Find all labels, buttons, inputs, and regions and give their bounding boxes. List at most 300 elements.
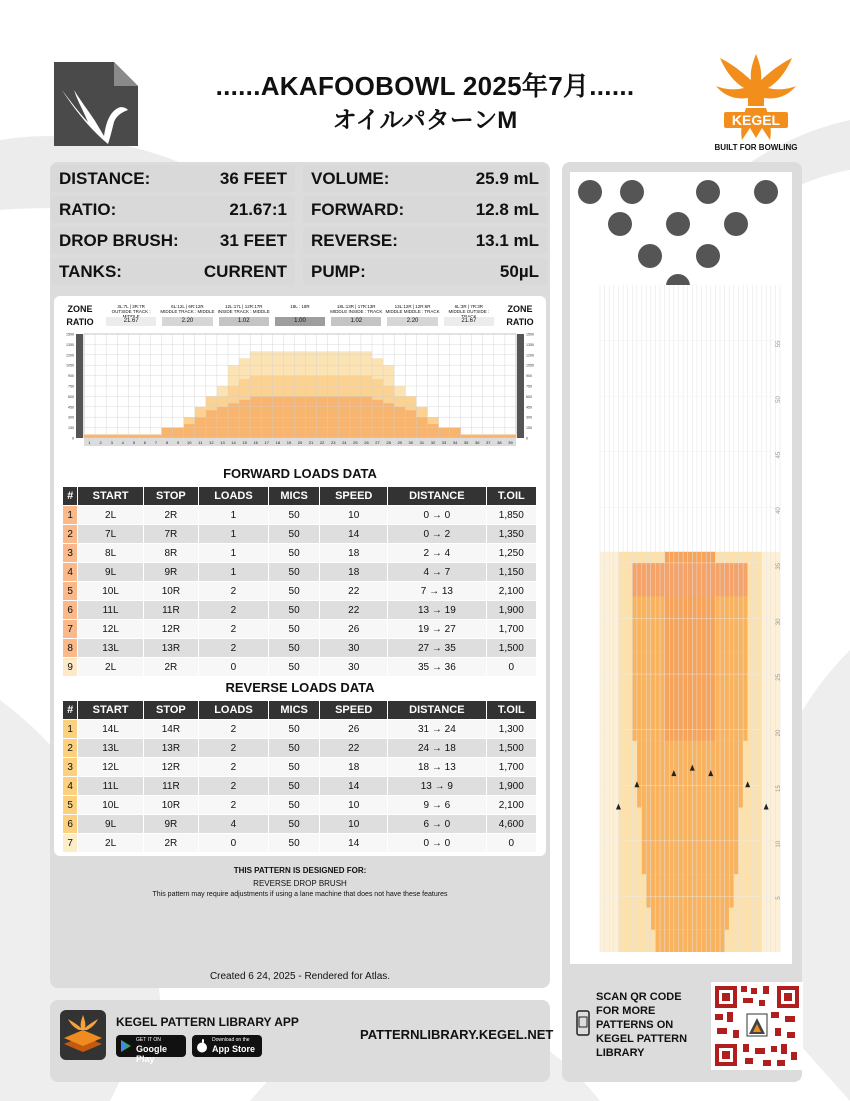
- table-cell: 7L: [78, 525, 143, 544]
- x-tick-label: 16: [253, 440, 258, 445]
- table-cell: 22: [320, 601, 388, 620]
- table-cell: 50: [268, 525, 319, 544]
- x-tick-label: 23: [331, 440, 336, 445]
- table-cell: 18: [320, 544, 388, 563]
- oil-bar-core: [184, 424, 195, 438]
- google-play-button[interactable]: [116, 1035, 186, 1064]
- y-tick-label: 450: [68, 405, 74, 410]
- x-tick-label: 38: [497, 440, 502, 445]
- table-cell: 3: [63, 758, 78, 777]
- oil-bar-core: [461, 435, 472, 438]
- table-cell: 9L: [78, 815, 143, 834]
- table-cell: 10: [320, 815, 388, 834]
- table-cell: 18: [320, 563, 388, 582]
- x-tick-label: 14: [231, 440, 236, 445]
- table-cell: 14R: [143, 720, 198, 739]
- zone-label-right: ZONE: [507, 304, 533, 314]
- pin: [696, 180, 720, 204]
- table-cell: 13L: [78, 639, 143, 658]
- designed-for-note: [54, 866, 546, 898]
- x-tick-label: 29: [397, 440, 402, 445]
- x-tick-label: 9: [177, 440, 180, 445]
- table-cell: 2 → 4: [388, 544, 486, 563]
- ratio-label-right: RATIO: [506, 317, 534, 327]
- oil-core-section: [646, 874, 734, 907]
- table-cell: 18: [320, 758, 388, 777]
- table-cell: 10L: [78, 796, 143, 815]
- table-cell: 8: [63, 639, 78, 658]
- y-tick-label-right: 750: [526, 384, 532, 389]
- x-tick-label: 39: [508, 440, 513, 445]
- zone-boards: 12L:17L | 12R:17R: [224, 304, 263, 309]
- pin: [724, 212, 748, 236]
- table-cell: 2: [199, 639, 269, 658]
- stat-tanks: TANKS: CURRENT: [51, 258, 295, 285]
- table-cell: 5: [63, 582, 78, 601]
- table-cell: 6: [63, 601, 78, 620]
- created-date: Created 6 24, 2025 - Rendered for Atlas.: [209, 971, 391, 982]
- zone-description: MIDDLE OUTSIDE :: [448, 309, 490, 314]
- oil-bar-core: [217, 407, 228, 438]
- oil-bar-core: [95, 435, 106, 438]
- zone-cell: [160, 302, 214, 328]
- table-cell: 9R: [143, 563, 198, 582]
- table-row: [63, 601, 537, 620]
- oil-core-section: [651, 908, 729, 930]
- table-cell: 1,700: [486, 758, 536, 777]
- table-cell: 2: [199, 582, 269, 601]
- table-cell: 9R: [143, 815, 198, 834]
- y-tick-label: 1050: [66, 363, 74, 368]
- x-tick-label: 11: [198, 440, 203, 445]
- table-cell: 13L: [78, 739, 143, 758]
- x-tick-label: 25: [353, 440, 358, 445]
- zone-boards: 18L : 18R: [290, 304, 310, 309]
- table-cell: 0 → 0: [388, 506, 486, 525]
- table-cell: 50: [268, 563, 319, 582]
- pattern-library-url[interactable]: PATTERNLIBRARY.KEGEL.NET: [360, 1027, 554, 1042]
- oil-bar-core: [128, 435, 139, 438]
- table-cell: 1,150: [486, 563, 536, 582]
- y-tick-label-right: 1500: [526, 332, 534, 337]
- pin: [666, 212, 690, 236]
- y-tick-label: 300: [68, 415, 74, 420]
- x-tick-label: 1: [88, 440, 91, 445]
- lane-distance-mark: 50: [776, 396, 782, 403]
- table-cell: 30: [320, 658, 388, 677]
- table-cell: 10: [320, 506, 388, 525]
- y-tick-label: 1200: [66, 353, 74, 358]
- table-cell: 1,700: [486, 620, 536, 639]
- oil-bar-core: [162, 428, 173, 438]
- zone-ratio-value: 1.00: [275, 317, 325, 326]
- stat-volume: VOLUME: 25.9 mL: [303, 165, 547, 192]
- column-header: SPEED: [320, 701, 388, 720]
- kegel-logo: [706, 50, 806, 160]
- table-row: [63, 582, 537, 601]
- oil-bar-core: [228, 403, 239, 438]
- table-row: [63, 658, 537, 677]
- column-header: STOP: [143, 701, 198, 720]
- forward-loads-title: FORWARD LOADS DATA: [223, 466, 377, 481]
- table-cell: 11R: [143, 777, 198, 796]
- table-cell: 14: [320, 525, 388, 544]
- column-header: #: [63, 701, 78, 720]
- oil-bar-core: [372, 400, 383, 438]
- ratio-label-left: RATIO: [66, 317, 94, 327]
- apple-icon: [196, 1039, 208, 1053]
- kegel-tagline: BUILT FOR BOWLING: [714, 143, 798, 152]
- y-tick-label: 1350: [66, 342, 74, 347]
- table-cell: 50: [268, 834, 319, 853]
- stat-forward: FORWARD: 12.8 mL: [303, 196, 547, 223]
- y-tick-label-right: 1050: [526, 363, 534, 368]
- table-cell: 50: [268, 658, 319, 677]
- x-tick-label: 33: [441, 440, 447, 445]
- table-cell: 0 → 2: [388, 525, 486, 544]
- lane-distance-mark: 15: [776, 785, 782, 792]
- table-cell: 35 → 36: [388, 658, 486, 677]
- table-cell: 50: [268, 758, 319, 777]
- phone-icon: [576, 1010, 590, 1036]
- oil-bar-core: [239, 400, 250, 438]
- table-cell: 2: [199, 601, 269, 620]
- table-cell: 2,100: [486, 582, 536, 601]
- oil-bar-core: [483, 435, 494, 438]
- table-cell: 0: [199, 658, 269, 677]
- table-cell: 50: [268, 720, 319, 739]
- oil-bar-core: [139, 435, 150, 438]
- column-header: LOADS: [199, 487, 269, 506]
- y-tick-label-right: 150: [526, 426, 532, 431]
- table-cell: 1: [199, 506, 269, 525]
- table-cell: 10: [320, 796, 388, 815]
- qr-code[interactable]: [711, 982, 803, 1070]
- x-tick-label: 12: [209, 440, 214, 445]
- reverse-loads-table: [62, 700, 537, 853]
- app-store-label: App Store: [212, 1044, 256, 1054]
- app-icon[interactable]: [60, 1010, 106, 1060]
- column-header: STOP: [143, 487, 198, 506]
- app-store-button[interactable]: [192, 1035, 262, 1057]
- table-cell: 4: [63, 777, 78, 796]
- zone-ratio-value: 1.02: [219, 317, 269, 326]
- table-cell: 2: [63, 739, 78, 758]
- table-cell: 2R: [143, 506, 198, 525]
- table-cell: 12L: [78, 758, 143, 777]
- zone-boards: 3L:7L | 3R:7R: [117, 304, 145, 309]
- lane-distance-mark: 40: [776, 507, 782, 515]
- stat-pump: PUMP: 50µL: [303, 258, 547, 285]
- google-play-label: Google Play: [136, 1044, 167, 1064]
- x-tick-label: 28: [386, 440, 391, 445]
- x-tick-label: 30: [408, 440, 413, 445]
- x-tick-label: 34: [452, 440, 458, 445]
- qr-instructions: SCAN QR CODE FOR MORE PATTERNS ON KEGEL PATTERN LIBRARY: [596, 991, 688, 1059]
- table-row: [63, 834, 537, 853]
- x-tick-label: 31: [419, 440, 425, 445]
- y-tick-label: 900: [68, 374, 74, 379]
- table-cell: 1,900: [486, 601, 536, 620]
- table-cell: 6: [63, 815, 78, 834]
- table-cell: 50: [268, 815, 319, 834]
- table-cell: 4: [63, 563, 78, 582]
- column-header: START: [78, 701, 143, 720]
- x-tick-label: 10: [187, 440, 192, 445]
- table-row: [63, 506, 537, 525]
- google-play-small: GET IT ON: [136, 1037, 161, 1043]
- table-cell: 13R: [143, 639, 198, 658]
- column-header: T.OIL: [486, 701, 536, 720]
- table-cell: 10L: [78, 582, 143, 601]
- x-tick-label: 7: [154, 440, 158, 445]
- x-tick-label: 17: [264, 440, 269, 445]
- table-cell: 9 → 6: [388, 796, 486, 815]
- zone-ratio-value: 1.02: [331, 317, 381, 326]
- oil-bar-core: [427, 424, 438, 438]
- pin: [578, 180, 602, 204]
- table-cell: 3: [63, 544, 78, 563]
- table-row: [63, 620, 537, 639]
- stat-distance: DISTANCE: 36 FEET: [51, 165, 295, 192]
- zone-description: MIDDLE INSIDE : TRACK: [330, 309, 383, 314]
- table-cell: 13 → 19: [388, 601, 486, 620]
- table-cell: 26: [320, 720, 388, 739]
- table-cell: 1: [199, 563, 269, 582]
- pin: [608, 212, 632, 236]
- y-tick-label-right: 1350: [526, 342, 534, 347]
- table-cell: 2: [63, 525, 78, 544]
- y-tick-label: 0: [72, 436, 74, 441]
- designed-disclaimer: This pattern may require adjustments if using a lane machine that does not have these features: [152, 891, 448, 898]
- table-cell: 10R: [143, 796, 198, 815]
- table-cell: 2: [199, 720, 269, 739]
- lane-distance-mark: 35: [776, 562, 782, 570]
- oil-bar-core: [494, 435, 505, 438]
- pin: [696, 244, 720, 268]
- table-cell: 50: [268, 739, 319, 758]
- table-cell: 50: [268, 777, 319, 796]
- zone-ratio-bar: [54, 302, 546, 328]
- x-tick-label: 22: [319, 440, 325, 445]
- designed-heading: THIS PATTERN IS DESIGNED FOR:: [233, 866, 367, 875]
- y-tick-label-right: 300: [526, 415, 532, 420]
- oil-bar-core: [394, 407, 405, 438]
- zone-boards: 18L:13R | 17R:13R: [337, 304, 376, 309]
- table-cell: 19 → 27: [388, 620, 486, 639]
- app-store-small: Download on the: [212, 1037, 250, 1043]
- y-tick-label-right: 450: [526, 405, 532, 410]
- pin: [638, 244, 662, 268]
- table-cell: 7: [63, 834, 78, 853]
- lane-diagram: [570, 172, 792, 964]
- zone-description: MIDDLE MIDDLE : TRACK: [385, 309, 440, 314]
- zone-cell: [217, 302, 271, 328]
- x-tick-label: 20: [297, 440, 303, 445]
- pin: [620, 180, 644, 204]
- zone-ratio-value: 2.20: [387, 317, 437, 326]
- column-header: DISTANCE: [388, 487, 486, 506]
- zone-cell: [273, 302, 327, 328]
- table-cell: 1: [199, 544, 269, 563]
- x-tick-label: 5: [132, 440, 135, 445]
- table-cell: 1,900: [486, 777, 536, 796]
- table-cell: 30: [320, 639, 388, 658]
- table-cell: 8R: [143, 544, 198, 563]
- column-header: START: [78, 487, 143, 506]
- table-cell: 50: [268, 639, 319, 658]
- table-cell: 11R: [143, 601, 198, 620]
- table-row: [63, 544, 537, 563]
- table-cell: 50: [268, 620, 319, 639]
- column-header: MICS: [268, 487, 319, 506]
- table-cell: 2R: [143, 834, 198, 853]
- zone-ratio-value: 21.67: [106, 317, 156, 326]
- y-tick-label-right: 1200: [526, 353, 534, 358]
- lane-distance-mark: 25: [776, 674, 782, 681]
- oil-bar-core: [84, 435, 95, 438]
- x-tick-label: 37: [486, 440, 491, 445]
- table-cell: 1: [63, 506, 78, 525]
- stat-drop-brush: DROP BRUSH: 31 FEET: [51, 227, 295, 254]
- designed-feature: REVERSE DROP BRUSH: [253, 879, 347, 888]
- table-cell: 6 → 0: [388, 815, 486, 834]
- table-cell: 2: [199, 758, 269, 777]
- table-cell: 1,500: [486, 739, 536, 758]
- google-play-icon: [120, 1040, 132, 1052]
- table-cell: 1,850: [486, 506, 536, 525]
- zone-description: INSIDE TRACK : MIDDLE: [217, 309, 270, 314]
- zone-cell: [329, 302, 383, 328]
- table-cell: 50: [268, 796, 319, 815]
- y-tick-label: 1500: [66, 332, 74, 337]
- x-tick-label: 3: [110, 440, 113, 445]
- table-cell: 2: [199, 620, 269, 639]
- oil-bar-core: [405, 410, 416, 438]
- oil-bar-core: [150, 435, 161, 438]
- x-tick-label: 15: [242, 440, 247, 445]
- x-tick-label: 35: [463, 440, 469, 445]
- zone-cell: [442, 302, 496, 328]
- oil-core-section: [655, 930, 724, 952]
- table-cell: 2L: [78, 658, 143, 677]
- table-cell: 1,300: [486, 720, 536, 739]
- x-tick-label: 19: [286, 440, 292, 445]
- table-cell: 2: [199, 739, 269, 758]
- table-cell: 22: [320, 582, 388, 601]
- table-cell: 14: [320, 777, 388, 796]
- table-cell: 2: [199, 777, 269, 796]
- zone-description: OUTSIDE TRACK :: [111, 309, 151, 314]
- forward-loads-table: [62, 486, 537, 677]
- table-cell: 2L: [78, 506, 143, 525]
- table-cell: 14L: [78, 720, 143, 739]
- table-cell: 4: [199, 815, 269, 834]
- zone-description: MIDDLE TRACK : MIDDLE: [160, 309, 215, 314]
- table-cell: 26: [320, 620, 388, 639]
- table-cell: 13R: [143, 739, 198, 758]
- table-cell: 2: [199, 796, 269, 815]
- oil-bar-core: [106, 435, 117, 438]
- reverse-loads-title: REVERSE LOADS DATA: [225, 680, 375, 695]
- pattern-details-card: [54, 296, 546, 856]
- page-subtitle: オイルパターンM: [332, 107, 518, 134]
- table-cell: 1: [63, 720, 78, 739]
- app-title: KEGEL PATTERN LIBRARY APP: [116, 1015, 299, 1029]
- stats-grid: [50, 165, 550, 290]
- table-row: [63, 563, 537, 582]
- table-cell: 2,100: [486, 796, 536, 815]
- table-cell: 7 → 13: [388, 582, 486, 601]
- table-cell: 12L: [78, 620, 143, 639]
- lane-distance-mark: 20: [776, 729, 782, 737]
- lane-distance-mark: 30: [776, 618, 782, 626]
- table-cell: 1,500: [486, 639, 536, 658]
- oil-bar-core: [173, 428, 184, 438]
- table-row: [63, 639, 537, 658]
- table-cell: 12R: [143, 620, 198, 639]
- table-cell: 13 → 9: [388, 777, 486, 796]
- table-cell: 22: [320, 739, 388, 758]
- oil-bar-core: [383, 403, 394, 438]
- zone-boards: 6L:3R | 7R:3R: [454, 304, 484, 309]
- x-tick-label: 8: [165, 440, 169, 445]
- table-cell: 0: [486, 658, 536, 677]
- table-cell: 0: [199, 834, 269, 853]
- column-header: #: [63, 487, 78, 506]
- column-header: T.OIL: [486, 487, 536, 506]
- table-cell: 7: [63, 620, 78, 639]
- lane-distance-mark: 10: [776, 840, 782, 848]
- table-row: [63, 758, 537, 777]
- x-tick-label: 4: [121, 440, 124, 445]
- table-row: [63, 777, 537, 796]
- table-cell: 10R: [143, 582, 198, 601]
- lane-distance-mark: 5: [776, 896, 782, 900]
- table-cell: 8L: [78, 544, 143, 563]
- zone-ratio-value: 2.20: [162, 317, 212, 326]
- zone-cell: [104, 302, 158, 328]
- x-tick-label: 6: [143, 440, 147, 445]
- oil-bar-core: [505, 435, 516, 438]
- x-tick-label: 32: [430, 440, 436, 445]
- column-header: DISTANCE: [388, 701, 486, 720]
- table-cell: 50: [268, 506, 319, 525]
- oil-bar-core: [438, 428, 449, 438]
- pattern-sheet-logo: [52, 60, 140, 148]
- y-tick-label-right: 600: [526, 394, 532, 399]
- table-cell: 5: [63, 796, 78, 815]
- oil-graph: [60, 330, 540, 454]
- table-cell: 11L: [78, 777, 143, 796]
- table-cell: 9: [63, 658, 78, 677]
- lane-distance-mark: 45: [776, 451, 782, 459]
- table-cell: 2L: [78, 834, 143, 853]
- y-tick-label-right: 0: [526, 436, 528, 441]
- table-cell: 0: [486, 834, 536, 853]
- x-tick-label: 36: [475, 440, 480, 445]
- y-tick-label: 750: [68, 384, 74, 389]
- oil-bar-core: [450, 428, 461, 438]
- x-tick-label: 27: [375, 440, 380, 445]
- x-tick-label: 18: [275, 440, 281, 445]
- table-cell: 2R: [143, 658, 198, 677]
- page-title: ......AKAFOOBOWL 2025年7月......: [215, 71, 635, 101]
- x-tick-label: 21: [308, 440, 314, 445]
- table-row: [63, 525, 537, 544]
- zone-label-left: ZONE: [67, 304, 93, 314]
- oil-core-section: [637, 741, 743, 808]
